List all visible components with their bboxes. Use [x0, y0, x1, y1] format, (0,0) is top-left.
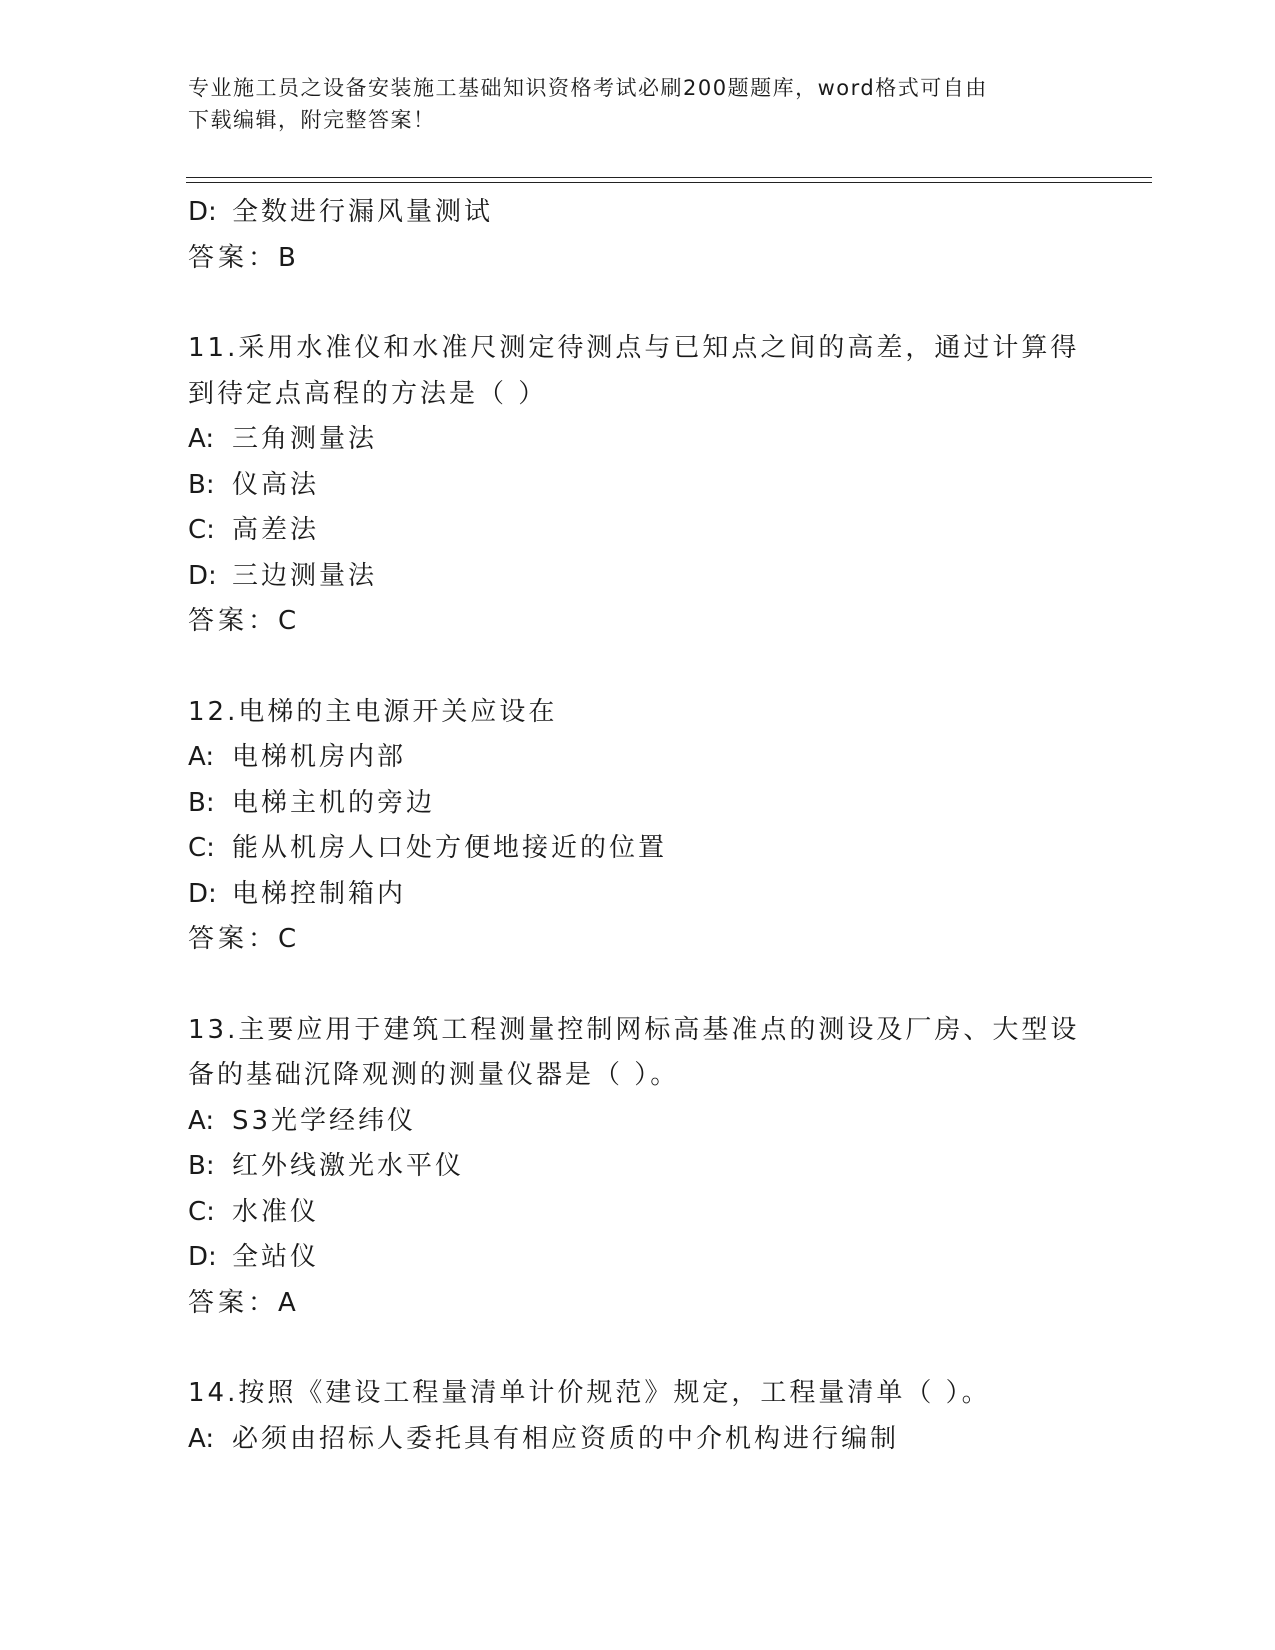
question-list — [188, 190, 1088, 1462]
option-b: B: 红外线激光水平仪 — [188, 1151, 465, 1181]
q10-answer: 答案：B — [188, 242, 298, 273]
header-rule-top — [186, 177, 1152, 178]
option-d: D: 全站仪 — [188, 1242, 320, 1272]
option-a: A: 电梯机房内部 — [188, 742, 407, 772]
option-d: D: 电梯控制箱内 — [188, 878, 407, 909]
answer: 答案：A — [188, 1287, 298, 1318]
option-c: C: 高差法 — [188, 515, 320, 545]
question-stem: 14.按照《建设工程量清单计价规范》规定，工程量清单（ ）。 — [188, 1378, 991, 1408]
question-12 — [188, 690, 1088, 963]
header-rule-bottom — [186, 182, 1152, 183]
option-b: B: 电梯主机的旁边 — [188, 787, 436, 818]
document-header — [188, 72, 1068, 136]
question-stem-cont: 到待定点高程的方法是（ ） — [188, 378, 548, 409]
answer: 答案：C — [188, 924, 299, 954]
question-stem: 13.主要应用于建筑工程测量控制网标高基准点的测设及厂房、大型设 — [188, 1014, 1080, 1045]
question-11 — [188, 326, 1088, 645]
question-stem: 12.电梯的主电源开关应设在 — [188, 696, 558, 727]
question-14 — [188, 1371, 1088, 1462]
header-line-2: 下载编辑，附完整答案！ — [188, 108, 436, 132]
option-c: C: 水准仪 — [188, 1196, 320, 1227]
option-a: A: 必须由招标人委托具有相应资质的中介机构进行编制 — [188, 1423, 900, 1454]
answer: 答案：C — [188, 606, 299, 636]
question-stem: 11.采用水准仪和水准尺测定待测点与已知点之间的高差，通过计算得 — [188, 333, 1080, 363]
option-c: C: 能从机房人口处方便地接近的位置 — [188, 833, 668, 863]
option-d: D: 三边测量法 — [188, 560, 378, 591]
q10-option-d: D: 全数进行漏风量测试 — [188, 197, 494, 227]
header-line-1: 专业施工员之设备安装施工基础知识资格考试必刷200题题库，word格式可自由 — [188, 76, 988, 100]
option-b: B: 仪高法 — [188, 469, 320, 500]
question-13 — [188, 1008, 1088, 1327]
option-a: A: 三角测量法 — [188, 424, 378, 454]
question-stem-cont: 备的基础沉降观测的测量仪器是（ ）。 — [188, 1060, 680, 1090]
option-a: A: S3光学经纬仪 — [188, 1105, 417, 1136]
